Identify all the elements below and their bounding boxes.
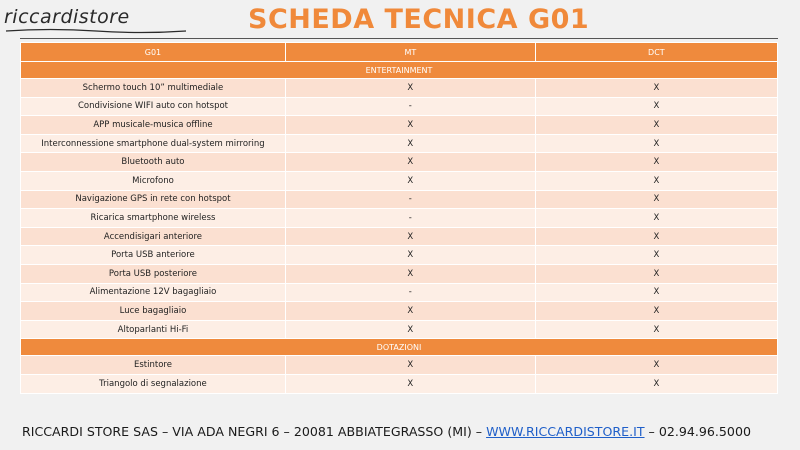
- feature-cell: Accendisigari anteriore: [21, 227, 286, 246]
- dct-cell: X: [535, 227, 777, 246]
- mt-cell: X: [285, 116, 535, 135]
- footer-company-address: RICCARDI STORE SAS – VIA ADA NEGRI 6 – 20081 ABBIATEGRASSO (MI) –: [22, 424, 487, 439]
- page-title: SCHEDA TECNICA G01: [248, 4, 590, 35]
- dct-cell: X: [535, 153, 777, 172]
- riccardi-store-logo: [4, 6, 188, 34]
- column-header-dct: DCT: [535, 43, 777, 62]
- feature-cell: Ricarica smartphone wireless: [21, 209, 286, 228]
- mt-cell: X: [285, 264, 535, 283]
- dct-cell: X: [535, 374, 777, 393]
- feature-cell: Interconnessione smartphone dual-system mirroring: [21, 134, 286, 153]
- spec-table-body: [21, 62, 778, 394]
- mt-cell: -: [285, 190, 535, 209]
- dct-cell: X: [535, 320, 777, 339]
- mt-cell: X: [285, 134, 535, 153]
- mt-cell: X: [285, 320, 535, 339]
- dct-cell: X: [535, 190, 777, 209]
- footer-phone: – 02.94.96.5000: [644, 424, 751, 439]
- dct-cell: X: [535, 302, 777, 321]
- dct-cell: X: [535, 356, 777, 375]
- spec-table: [20, 42, 778, 394]
- table-row: [21, 116, 778, 135]
- section-title: DOTAZIONI: [21, 339, 778, 356]
- feature-cell: Estintore: [21, 356, 286, 375]
- feature-cell: Microfono: [21, 171, 286, 190]
- table-row: [21, 246, 778, 265]
- footer-contact: [22, 424, 778, 444]
- feature-cell: Alimentazione 12V bagagliaio: [21, 283, 286, 302]
- footer-website-link[interactable]: WWW.RICCARDISTORE.IT: [486, 424, 645, 439]
- table-row: [21, 320, 778, 339]
- header-divider: [20, 38, 778, 39]
- dct-cell: X: [535, 97, 777, 116]
- column-header-model: G01: [21, 43, 286, 62]
- feature-cell: Schermo touch 10” multimediale: [21, 79, 286, 98]
- table-row: [21, 171, 778, 190]
- mt-cell: X: [285, 302, 535, 321]
- feature-cell: Altoparlanti Hi-Fi: [21, 320, 286, 339]
- table-row: [21, 283, 778, 302]
- mt-cell: -: [285, 97, 535, 116]
- mt-cell: X: [285, 227, 535, 246]
- feature-cell: Navigazione GPS in rete con hotspot: [21, 190, 286, 209]
- mt-cell: X: [285, 246, 535, 265]
- mt-cell: X: [285, 153, 535, 172]
- table-row: [21, 153, 778, 172]
- logo-text: riccardistore: [4, 6, 130, 28]
- table-header-row: [21, 43, 778, 62]
- mt-cell: X: [285, 356, 535, 375]
- table-row: [21, 79, 778, 98]
- column-header-mt: MT: [285, 43, 535, 62]
- dct-cell: X: [535, 171, 777, 190]
- table-row: [21, 302, 778, 321]
- feature-cell: APP musicale-musica offline: [21, 116, 286, 135]
- mt-cell: -: [285, 283, 535, 302]
- table-row: [21, 209, 778, 228]
- table-row: [21, 134, 778, 153]
- dct-cell: X: [535, 116, 777, 135]
- mt-cell: X: [285, 374, 535, 393]
- dct-cell: X: [535, 79, 777, 98]
- logo-underline-icon: [4, 28, 188, 34]
- feature-cell: Triangolo di segnalazione: [21, 374, 286, 393]
- dct-cell: X: [535, 264, 777, 283]
- feature-cell: Porta USB posteriore: [21, 264, 286, 283]
- table-row: [21, 190, 778, 209]
- feature-cell: Condivisione WIFI auto con hotspot: [21, 97, 286, 116]
- section-row: [21, 62, 778, 79]
- table-row: [21, 264, 778, 283]
- section-title: ENTERTAINMENT: [21, 62, 778, 79]
- dct-cell: X: [535, 209, 777, 228]
- section-row: [21, 339, 778, 356]
- mt-cell: X: [285, 171, 535, 190]
- table-row: [21, 356, 778, 375]
- dct-cell: X: [535, 134, 777, 153]
- table-row: [21, 97, 778, 116]
- dct-cell: X: [535, 283, 777, 302]
- table-row: [21, 374, 778, 393]
- dct-cell: X: [535, 246, 777, 265]
- mt-cell: -: [285, 209, 535, 228]
- table-row: [21, 227, 778, 246]
- feature-cell: Porta USB anteriore: [21, 246, 286, 265]
- feature-cell: Bluetooth auto: [21, 153, 286, 172]
- mt-cell: X: [285, 79, 535, 98]
- feature-cell: Luce bagagliaio: [21, 302, 286, 321]
